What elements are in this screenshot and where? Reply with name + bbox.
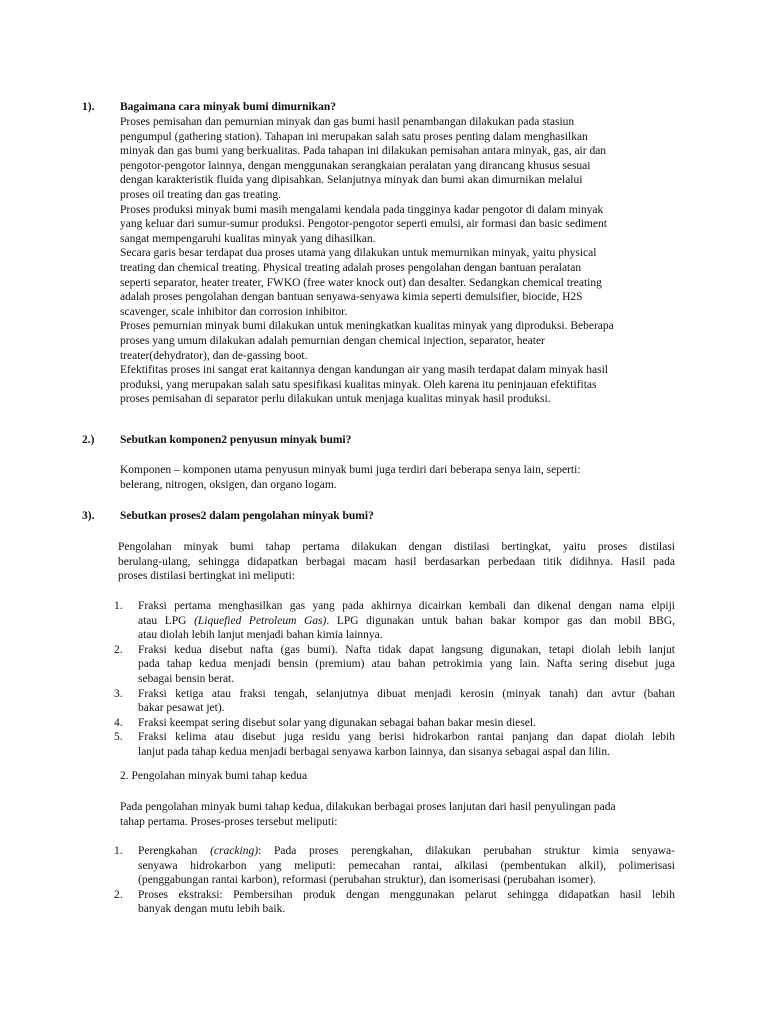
answer-line: tahap pertama. Proses-proses tersebut meliputi: — [120, 815, 338, 828]
question-number: 1). — [82, 101, 95, 113]
list-number: 3. — [114, 687, 123, 700]
answer-line: treater(dehydrator), dan de-gassing boot. — [120, 349, 308, 362]
stage2-list — [114, 844, 675, 917]
question-1-heading — [82, 100, 682, 116]
list-number: 4. — [114, 716, 123, 729]
answer-line: proses distilasi bertingkat ini meliputi: — [118, 570, 295, 583]
list-line: Fraksi pertama menghasilkan gas yang pada akhirnya dicairkan kembali dan dikenal dengan nama elpiji — [138, 600, 675, 612]
answer-line: adalah proses pengolahan dengan bantuan senyawa-senyawa kimia seperti demulsifier, biocide, H2S — [120, 291, 583, 304]
question-2-answer — [120, 463, 680, 492]
answer-line: seperti separator, heater treater, FWKO (free water knock out) dan desalter. Sedangkan chemical treating — [120, 276, 602, 289]
answer-line: Efektifitas proses ini sangat erat kaitannya dengan kandungan air yang masih terdapat dalam minyak hasil — [120, 364, 608, 377]
question-title: Sebutkan proses2 dalam pengolahan minyak bumi? — [120, 510, 374, 522]
answer-line: proses yang umum dilakukan adalah pemurnian dengan chemical injection, separator, heater — [120, 334, 545, 347]
list-line: Proses ekstraksi: Pembersihan produk dengan menggunakan pelarut sehingga didapatkan hasil lebih — [138, 888, 675, 901]
answer-line: Proses pemisahan dan pemurnian minyak dan gas bumi hasil penambangan dilakukan pada stasiun — [120, 116, 575, 128]
list-line: atau diolah lebih lanjut menjadi bahan kimia lainnya. — [138, 629, 383, 642]
question-3-intro — [118, 540, 675, 584]
answer-line: Proses produksi minyak bumi masih mengalami kendala pada tingginya kadar pengotor di dalam minyak — [120, 203, 604, 216]
question-title: Sebutkan komponen2 penyusun minyak bumi? — [120, 434, 352, 446]
list-item — [114, 730, 675, 759]
list-number: 1. — [114, 600, 123, 612]
list-line: Fraksi kedua disebut nafta (gas bumi). Nafta tidak dapat langsung digunakan, tetapi diolah lebih lanjut — [138, 643, 675, 656]
list-item — [114, 643, 675, 687]
answer-line: produksi, yang merupakan salah satu spesifikasi kualitas minyak. Oleh karena itu peninjauan efektifitas — [120, 378, 597, 391]
list-text: . LPG digunakan untuk bahan bakar kompor gas dan mobil BBG, — [326, 614, 676, 627]
list-number: 2. — [114, 643, 123, 656]
list-line: lanjut pada tahap kedua menjadi berbagai senyawa karbon lainnya, dan sisanya sebagai aspal dan lilin. — [138, 745, 610, 758]
list-number: 1. — [114, 845, 123, 857]
list-text: Perengkahan — [138, 845, 211, 857]
list-number: 2. — [114, 888, 123, 901]
answer-line: proses oil treating dan gas treating. — [120, 188, 281, 201]
stage2-heading — [120, 769, 680, 784]
list-line: Fraksi keempat sering disebut solar yang digunakan sebagai bahan bakar mesin diesel. — [138, 716, 536, 729]
list-line: (penggabungan rantai karbon), reformasi (perubahan struktur), dan isomerisasi (perubahan isomer). — [138, 874, 596, 887]
answer-line: Proses pemurnian minyak bumi dilakukan untuk meningkatkan kualitas minyak yang diproduksi. Beberapa — [120, 320, 614, 333]
answer-line: pengumpul (gathering station). Tahapan ini merupakan salah satu proses penting dalam menghasilkan — [120, 130, 588, 143]
answer-line: dengan karakteristik fluida yang dipisahkan. Selanjutnya minyak dan bumi akan dimurnikan melalui — [120, 174, 583, 187]
list-item — [114, 687, 675, 716]
list-item — [114, 599, 676, 643]
list-line: banyak dengan mutu lebih baik. — [138, 903, 286, 916]
list-line — [138, 614, 675, 629]
question-title: Bagaimana cara minyak bumi dimurnikan? — [120, 101, 336, 113]
list-line — [138, 844, 675, 859]
list-line: bakar pesawat jet). — [138, 702, 225, 715]
question-3-heading — [82, 509, 682, 525]
list-line: Fraksi ketiga atau fraksi tengah, selanjutnya dibuat menjadi kerosin (minyak tanah) dan avtur (bahan — [138, 687, 675, 700]
answer-line: berulang-ulang, sehingga didapatkan berbagai macam hasil berdasarkan perbedaan titik didihnya. Hasil pada — [118, 555, 675, 568]
answer-line: sangat mempengaruhi kualitas minyak yang dihasilkan. — [120, 232, 376, 245]
answer-line: Pengolahan minyak bumi tahap pertama dilakukan dengan distilasi bertingkat, yaitu proses distilasi — [118, 541, 675, 553]
question-2-heading — [82, 433, 682, 449]
list-line: sebagai bensin berat. — [138, 672, 235, 685]
answer-line: scavenger, scale inhibitor dan corrosion inhibitor. — [120, 305, 348, 318]
list-item — [114, 844, 675, 888]
list-line: Fraksi kelima atau disebut juga residu yang berisi hidrokarbon rantai panjang dan dapat diolah lebih — [138, 731, 675, 744]
answer-line: treating dan chemical treating. Physical treating adalah proses pengolahan dengan bantuan peralatan — [120, 261, 582, 274]
answer-line: Secara garis besar terdapat dua proses utama yang dilakukan untuk memurnikan minyak, yaitu physical — [120, 247, 597, 260]
list-item — [114, 716, 675, 731]
italic-term: (cracking) — [210, 845, 259, 857]
italic-term: (Liquefied Petroleum Gas) — [194, 614, 327, 627]
question-1-answer — [120, 115, 680, 407]
answer-line: proses pemisahan di separator perlu dilakukan untuk menjaga kualitas minyak hasil produksi. — [120, 393, 551, 406]
question-number: 2.) — [82, 434, 95, 446]
section-heading: 2. Pengolahan minyak bumi tahap kedua — [120, 770, 308, 782]
list-text: : Pada proses perengkahan, dilakukan perubahan struktur kimia senyawa- — [258, 845, 675, 857]
answer-line: pengotor-pengotor lainnya, dengan menggunakan serangkaian peralatan yang dirancang khusus sesuai — [120, 159, 591, 172]
answer-line: yang keluar dari sumur-sumur produksi. Pengotor-pengotor seperti emulsi, air formasi dan basic sediment — [120, 218, 607, 231]
list-item — [114, 888, 675, 917]
fraction-list — [114, 599, 676, 760]
stage2-intro — [120, 800, 680, 829]
question-number: 3). — [82, 510, 95, 522]
answer-line: Komponen – komponen utama penyusun minyak bumi juga terdiri dari beberapa senya lain, seperti: — [120, 464, 581, 476]
answer-line: Pada pengolahan minyak bumi tahap kedua, dilakukan berbagai proses lanjutan dari hasil penyulingan pada — [120, 801, 616, 813]
list-text: atau LPG — [138, 614, 195, 627]
list-number: 5. — [114, 731, 123, 744]
list-line: pada tahap kedua menjadi bensin (premium) atau bahan petrokimia yang lain. Nafta sering disebut juga — [138, 658, 675, 671]
answer-line: belerang, nitrogen, oksigen, dan organo logam. — [120, 478, 337, 491]
list-line: senyawa hidrokarbon yang meliputi: pemecahan rantai, alkilasi (pembentukan alkil), polimerisasi — [138, 859, 675, 872]
answer-line: minyak dan gas bumi yang berkualitas. Pada tahapan ini dilakukan pemisahan antara minyak, gas, air dan — [120, 145, 607, 158]
